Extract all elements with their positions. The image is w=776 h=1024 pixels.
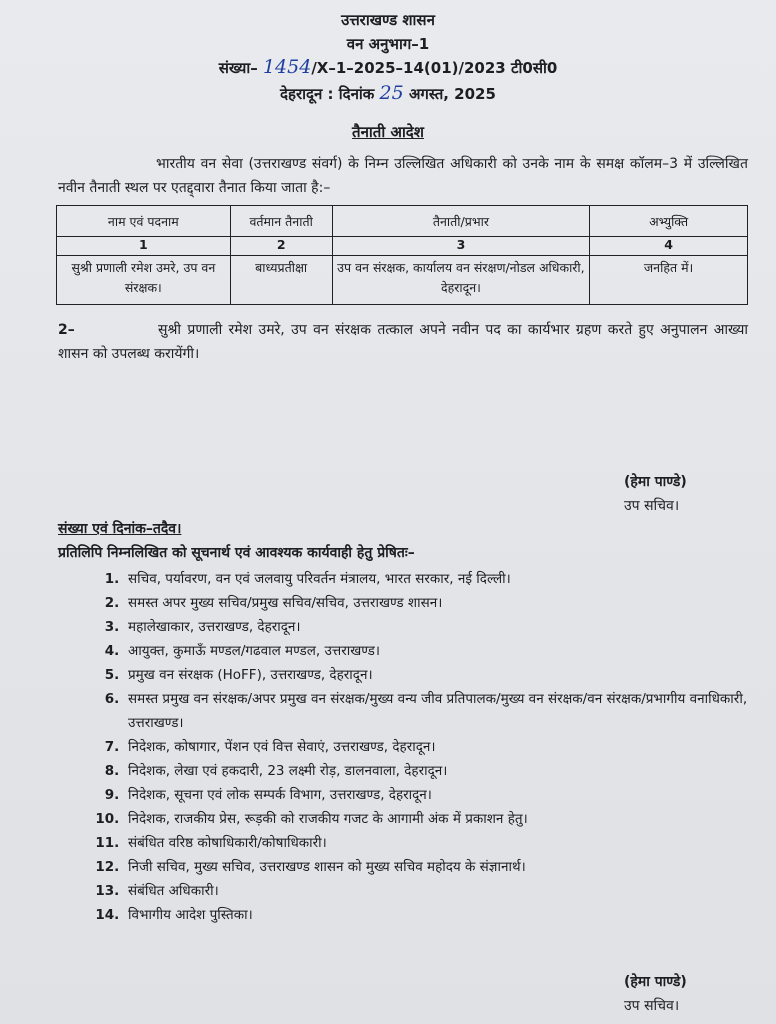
officer-name-cell: सुश्री प्रणाली रमेश उमरे, उप वन संरक्षक।	[57, 256, 231, 305]
reference-line: संख्या एवं दिनांक–तदैव।	[58, 521, 182, 537]
list-item: 6. समस्त प्रमुख वन संरक्षक/अपर प्रमुख वन संरक्षक/मुख्य वन्य जीव प्रतिपालक/मुख्य वन संरक्षक/वन संरक्षक/प्रभागीय वनाधिकारी, उत्तराखण्ड।	[124, 687, 776, 735]
list-item: 4. आयुक्त, कुमाऊँ मण्डल/गढवाल मण्डल, उत्तराखण्ड।	[124, 639, 776, 663]
list-item: 1. सचिव, पर्यावरण, वन एवं जलवायु परिवर्तन मंत्रालय, भारत सरकार, नई दिल्ली।	[124, 567, 776, 591]
signature-block-bottom	[624, 970, 754, 1018]
list-item: 14. विभागीय आदेश पुस्तिका।	[124, 903, 776, 927]
table-number-row	[57, 237, 748, 256]
table-header-cell: अभ्युक्ति	[590, 206, 748, 237]
order-number-suffix: /X–1–2025–14(01)/2023 टी0सी0	[311, 59, 558, 77]
signature-block	[624, 470, 754, 518]
list-item: 9. निदेशक, सूचना एवं लोक सम्पर्क विभाग, उत्तराखण्ड, देहरादून।	[124, 783, 776, 807]
copy-heading: प्रतिलिपि निम्नलिखित को सूचनार्थ एवं आवश्यक कार्यवाही हेतु प्रेषितः–	[58, 545, 415, 561]
order-number	[0, 56, 776, 78]
table-column-number: 4	[590, 237, 748, 256]
copy-list	[96, 567, 776, 927]
order-date-prefix: देहरादून : दिनांक	[280, 85, 375, 103]
section-heading: वन अनुभाग–1	[346, 35, 430, 53]
signatory-designation: उप सचिव।	[624, 498, 680, 514]
new-posting-cell: उप वन संरक्षक, कार्यालय वन संरक्षण/नोडल अधिकारी, देहरादून।	[332, 256, 590, 305]
remark-cell: जनहित में।	[590, 256, 748, 305]
table-header-cell: वर्तमान तैनाती	[230, 206, 332, 237]
table-column-number: 2	[230, 237, 332, 256]
list-item: 12. निजी सचिव, मुख्य सचिव, उत्तराखण्ड शासन को मुख्य सचिव महोदय के संज्ञानार्थ।	[124, 855, 776, 879]
order-number-handwritten: 1454	[262, 56, 312, 78]
paragraph-2-number: 2–	[58, 322, 75, 338]
list-item: 8. निदेशक, लेखा एवं हकदारी, 23 लक्ष्मी रोड़, डालनवाला, देहरादून।	[124, 759, 776, 783]
signatory-name: (हेमा पाण्डे)	[624, 474, 687, 490]
list-item: 5. प्रमुख वन संरक्षक (HoFF), उत्तराखण्ड, देहरादून।	[124, 663, 776, 687]
list-item: 3. महालेखाकार, उत्तराखण्ड, देहरादून।	[124, 615, 776, 639]
list-item: 10. निदेशक, राजकीय प्रेस, रूड़की को राजकीय गजट के आगामी अंक में प्रकाशन हेतु।	[124, 807, 776, 831]
paragraph-2-text: सुश्री प्रणाली रमेश उमरे, उप वन संरक्षक तत्काल अपने नवीन पद का कार्यभार ग्रहण करते हुए अनुपालन आख्या शासन को उपलब्ध करायेंगी।	[58, 322, 748, 362]
order-number-prefix: संख्या–	[218, 59, 258, 77]
current-posting-cell: बाध्यप्रतीक्षा	[230, 256, 332, 305]
paragraph-2	[58, 318, 748, 366]
order-date	[0, 82, 776, 104]
table-row	[57, 256, 748, 305]
table-column-number: 3	[332, 237, 590, 256]
order-date-handwritten: 25	[379, 82, 404, 104]
paragraph-1	[58, 152, 748, 200]
table-header-row	[57, 206, 748, 237]
signatory-designation: उप सचिव।	[624, 998, 680, 1014]
government-heading: उत्तराखण्ड शासन	[341, 11, 435, 29]
list-item: 2. समस्त अपर मुख्य सचिव/प्रमुख सचिव/सचिव, उत्तराखण्ड शासन।	[124, 591, 776, 615]
paragraph-1-text: भारतीय वन सेवा (उत्तराखण्ड संवर्ग) के निम्न उल्लिखित अधिकारी को उनके नाम के समक्ष कॉलम–3 में उल्लिखित नवीन तैनाती स्थल पर एतद्द्वारा तैनात किया जाता है:–	[58, 156, 748, 196]
table-header-cell: नाम एवं पदनाम	[57, 206, 231, 237]
signatory-name: (हेमा पाण्डे)	[624, 974, 687, 990]
list-item: 11. संबंधित वरिष्ठ कोषाधिकारी/कोषाधिकारी।	[124, 831, 776, 855]
list-item: 13. संबंधित अधिकारी।	[124, 879, 776, 903]
list-item: 7. निदेशक, कोषागार, पेंशन एवं वित्त सेवाएं, उत्तराखण्ड, देहरादून।	[124, 735, 776, 759]
document-title: तैनाती आदेश	[352, 123, 424, 141]
table-column-number: 1	[57, 237, 231, 256]
table-header-cell: तैनाती/प्रभार	[332, 206, 590, 237]
posting-table	[56, 205, 748, 305]
order-date-suffix: अगस्त, 2025	[408, 85, 496, 103]
